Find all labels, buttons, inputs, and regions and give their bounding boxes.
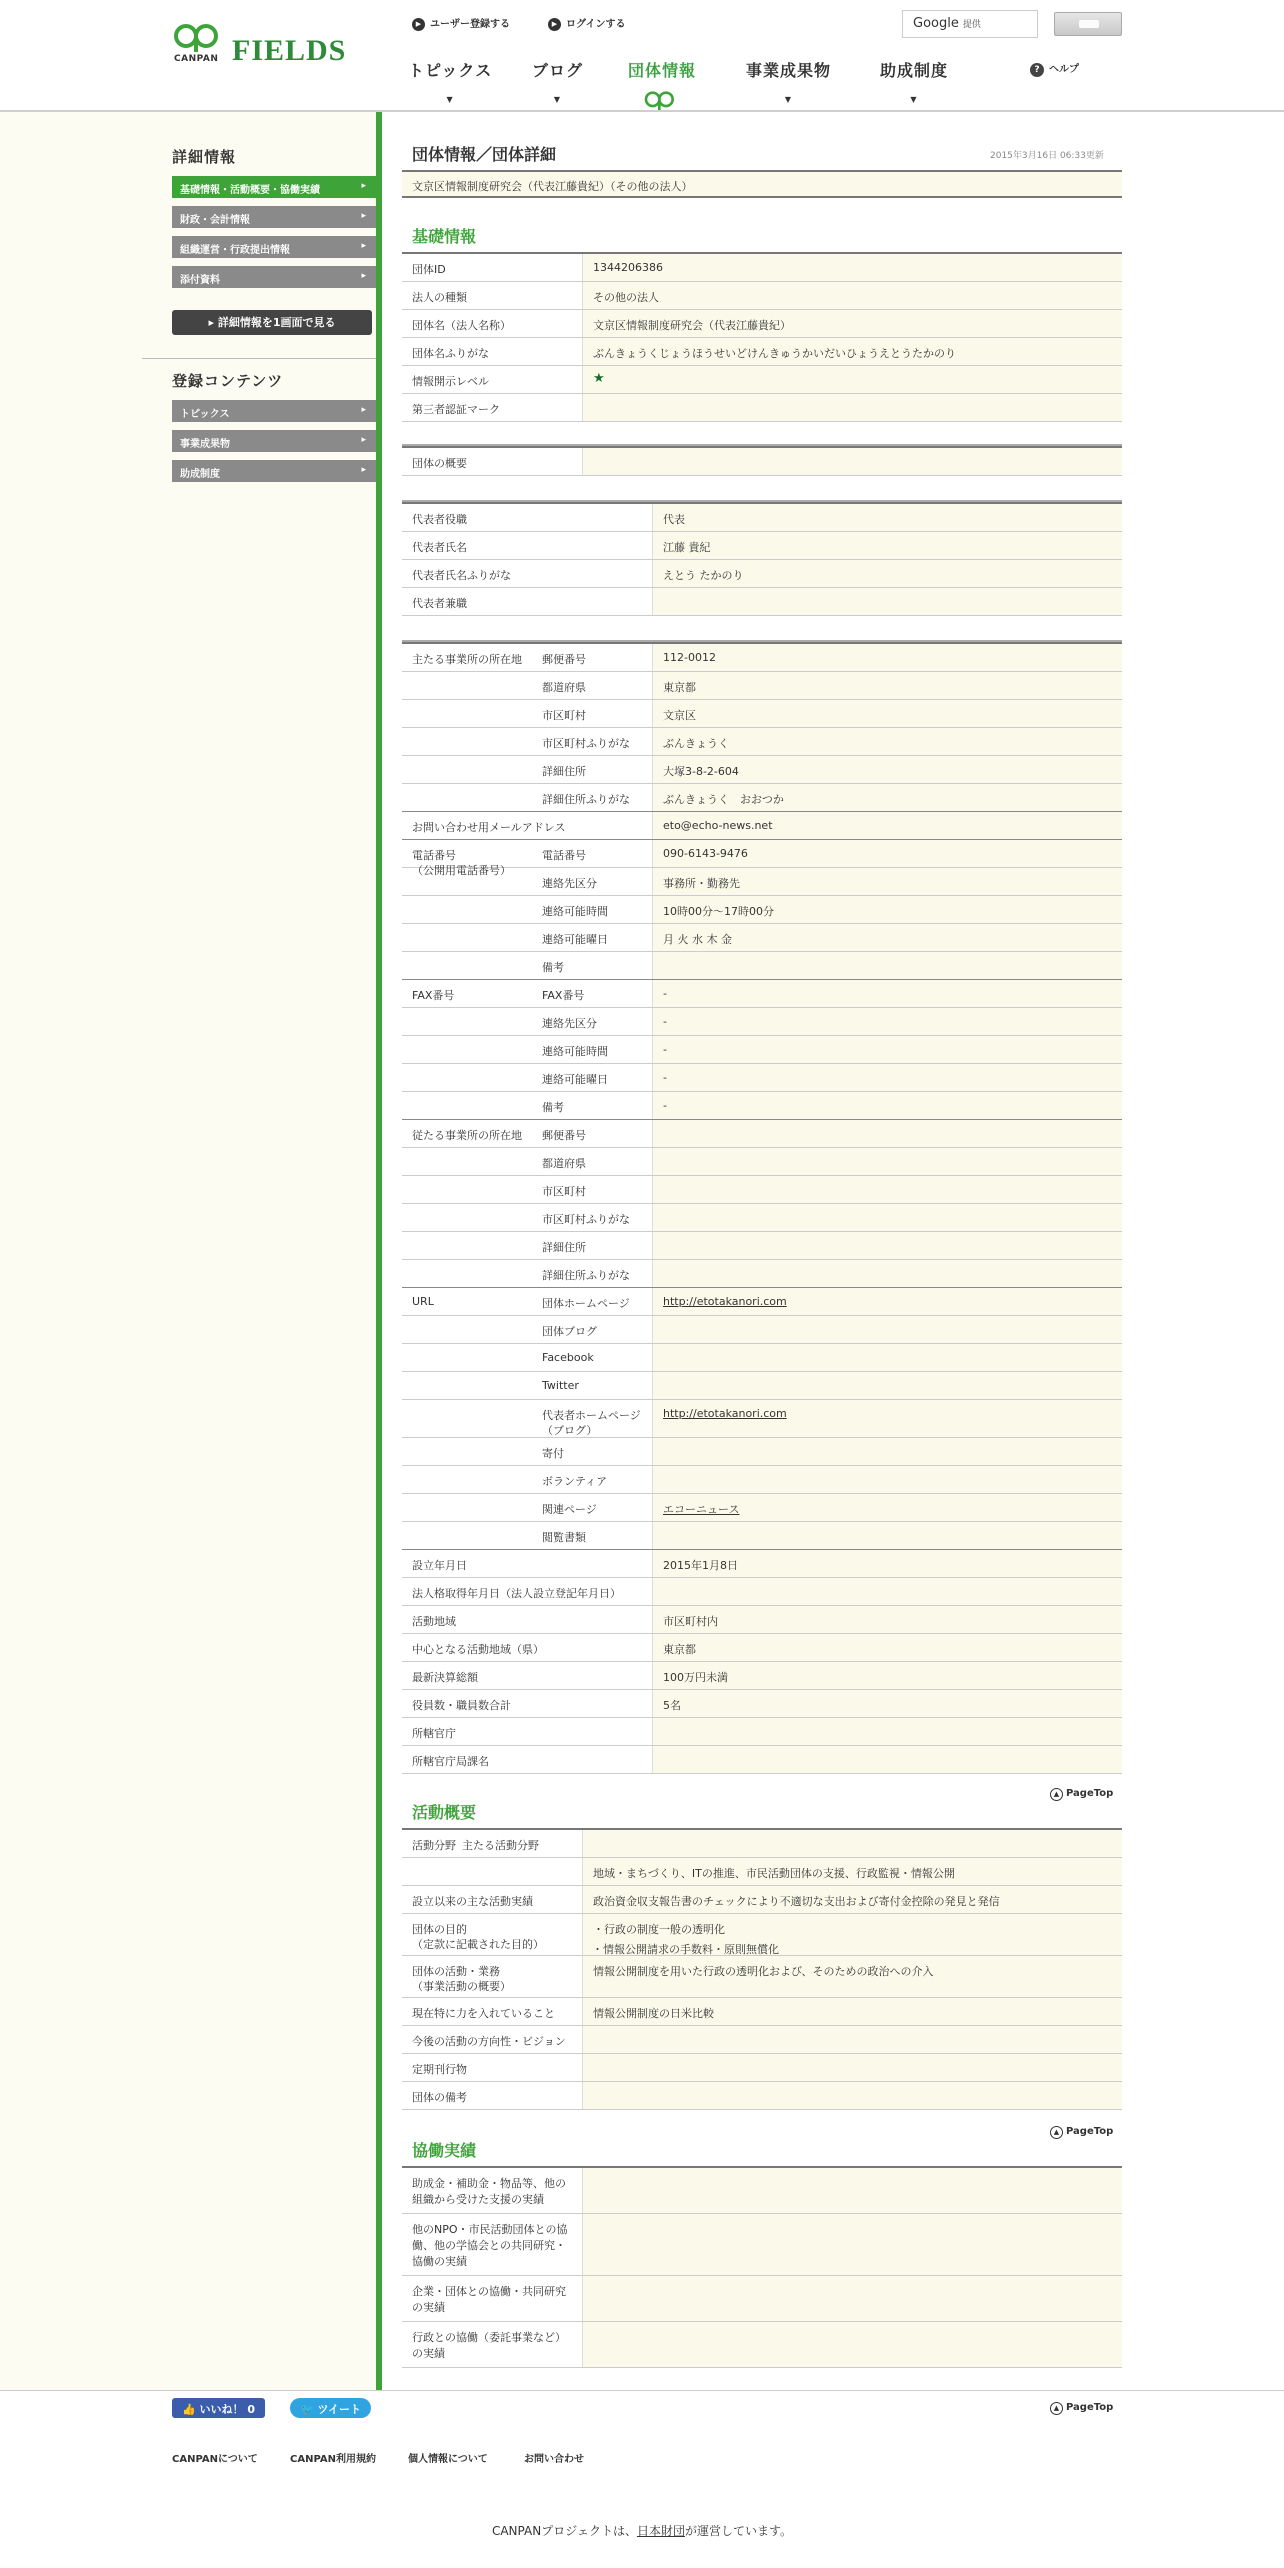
row-label: 電話番号 xyxy=(412,849,456,862)
table-row xyxy=(402,310,1122,338)
table-row xyxy=(402,2054,1122,2082)
table-row xyxy=(402,1260,1122,1288)
row-sublabel: Twitter xyxy=(542,1379,579,1392)
row-value: - xyxy=(652,1092,1122,1119)
row-sublabel: 連絡可能曜日 xyxy=(542,933,608,946)
row-value xyxy=(582,2214,1122,2275)
row-value: 代表 xyxy=(652,504,1122,531)
credit-pre: CANPANプロジェクトは、 xyxy=(491,2524,637,2538)
row-sublabel: FAX番号 xyxy=(542,989,585,1002)
nav-organization-label: 団体情報 xyxy=(628,61,697,80)
row-label: URL xyxy=(412,1295,434,1308)
row-sublabel: 関連ページ xyxy=(542,1503,597,1516)
row-sublabel: 主たる活動分野 xyxy=(462,1839,539,1852)
table-row xyxy=(402,1746,1122,1774)
row-sublabel: 市区町村ふりがな xyxy=(542,1213,630,1226)
table-row xyxy=(402,2322,1122,2368)
pagetop-link[interactable] xyxy=(1050,1788,1113,1801)
row-value xyxy=(652,1372,1122,1399)
row-sublabel: 詳細住所ふりがな xyxy=(542,793,630,806)
table-row xyxy=(402,2168,1122,2214)
row-value xyxy=(582,2168,1122,2213)
table-row xyxy=(402,1718,1122,1746)
row-label-line2: （事業活動の概要） xyxy=(412,1980,511,1993)
row-sublabel: 詳細住所 xyxy=(542,765,586,778)
table-row xyxy=(402,254,1122,282)
row-label: 団体の備考 xyxy=(412,2091,467,2104)
search-provider: 提供 xyxy=(962,20,981,30)
footer-separator xyxy=(0,2390,1284,2391)
row-label: 活動分野 xyxy=(412,1839,456,1852)
row-label: 役員数・職員数合計 xyxy=(412,1699,511,1712)
row-value: その他の法人 xyxy=(582,282,1122,309)
row-value xyxy=(652,1316,1122,1343)
row-value: 地域・まちづくり、ITの推進、市民活動団体の支援、行政監視・情報公開 xyxy=(582,1858,1122,1885)
table-row xyxy=(402,1956,1122,1998)
view-all-label: 詳細情報を1画面で見る xyxy=(217,316,336,329)
search-button[interactable] xyxy=(1054,12,1122,36)
table-row xyxy=(402,896,1122,924)
row-value xyxy=(652,588,1122,615)
credit-link[interactable]: 日本財団 xyxy=(636,2524,685,2538)
row-sublabel: 代表者ホームページ xyxy=(542,1409,641,1422)
row-label: 代表者氏名 xyxy=(412,541,467,554)
row-label: お問い合わせ用メールアドレス xyxy=(412,821,566,834)
page-title: 団体情報／団体詳細 xyxy=(412,145,557,164)
row-label: FAX番号 xyxy=(412,989,455,1002)
sidebar-item-finance[interactable]: 財政・会計情報 ▸ xyxy=(172,206,376,228)
nav-organization[interactable] xyxy=(628,58,696,111)
active-tab-logo-icon xyxy=(642,89,682,111)
table-row xyxy=(402,394,1122,422)
row-value xyxy=(652,1746,1122,1773)
row-value: 112-0012 xyxy=(652,644,1122,671)
row-sublabel: 団体ホームページ xyxy=(542,1297,630,1310)
arrow-up-icon: ▲ xyxy=(1050,1788,1063,1801)
table-row xyxy=(402,532,1122,560)
row-value xyxy=(652,1466,1122,1493)
contents-heading: 登録コンテンツ xyxy=(172,372,284,390)
row-label-line2: （定款に記載された目的） xyxy=(412,1938,544,1951)
table-row xyxy=(402,1634,1122,1662)
canpan-fields-logo[interactable] xyxy=(170,22,360,72)
pagetop-label: PageTop xyxy=(1066,2402,1114,2413)
table-row xyxy=(402,1830,1122,1858)
footer-link-terms[interactable]: CANPAN利用規約 xyxy=(290,2454,376,2465)
row-label: 現在特に力を入れていること xyxy=(412,2007,555,2020)
row-value: 090-6143-9476 xyxy=(652,840,1122,867)
overview-table xyxy=(402,446,1122,476)
row-label: 代表者氏名ふりがな xyxy=(412,569,511,582)
table-row xyxy=(402,1372,1122,1400)
footer-link-about[interactable]: CANPANについて xyxy=(172,2454,258,2465)
nav-deliverables[interactable] xyxy=(746,58,831,104)
row-sublabel: 連絡可能時間 xyxy=(542,905,608,918)
row-sublabel: 詳細住所ふりがな xyxy=(542,1269,630,1282)
table-row xyxy=(402,672,1122,700)
row-label-line: 助成金・補助金・物品等、他の xyxy=(412,2177,566,2190)
row-value: 文京区 xyxy=(652,700,1122,727)
row-label: 団体名ふりがな xyxy=(412,347,489,360)
footer-credit xyxy=(0,2522,1284,2539)
table-row xyxy=(402,1550,1122,1578)
table-row xyxy=(402,1886,1122,1914)
row-sublabel: Facebook xyxy=(542,1351,594,1364)
row-sublabel: 備考 xyxy=(542,961,564,974)
chevron-down-icon: ▼ xyxy=(910,95,918,104)
basic-info-heading: 基礎情報 xyxy=(412,227,477,246)
table-row xyxy=(402,366,1122,394)
row-label-line: 企業・団体との協働・共同研究 xyxy=(412,2285,566,2298)
row-value: えとう たかのり xyxy=(652,560,1122,587)
row-value: 5名 xyxy=(652,1690,1122,1717)
row-value xyxy=(582,2276,1122,2321)
view-all-button[interactable]: ▸ 詳細情報を1画面で見る xyxy=(172,310,372,335)
row-label-line: 協働の実績 xyxy=(412,2255,467,2268)
login-link[interactable] xyxy=(548,15,626,31)
sidebar xyxy=(0,112,376,2390)
credit-post: が運営しています。 xyxy=(684,2524,793,2538)
row-label: 情報開示レベル xyxy=(412,375,489,388)
table-row xyxy=(402,338,1122,366)
table-row xyxy=(402,868,1122,896)
updated-timestamp: 2015年3月16日 06:33更新 xyxy=(990,151,1104,161)
row-value xyxy=(652,1232,1122,1259)
row-value: 1344206386 xyxy=(582,254,1122,281)
row-label: 設立年月日 xyxy=(412,1559,467,1572)
row-label: 代表者役職 xyxy=(412,513,467,526)
row-sublabel: 連絡先区分 xyxy=(542,877,597,890)
row-label: 法人格取得年月日（法人設立登記年月日） xyxy=(412,1587,621,1600)
table-row xyxy=(402,1176,1122,1204)
row-label: 団体名（法人名称） xyxy=(412,319,511,332)
row-value: ぶんきょうく xyxy=(652,728,1122,755)
row-label: 主たる事業所の所在地 xyxy=(412,653,522,666)
table-row xyxy=(402,1232,1122,1260)
row-value xyxy=(652,952,1122,979)
row-label: 設立以来の主な活動実績 xyxy=(412,1895,533,1908)
row-value: 事務所・勤務先 xyxy=(652,868,1122,895)
chevron-down-icon: ▼ xyxy=(784,95,793,104)
row-value xyxy=(652,1120,1122,1147)
row-value: - xyxy=(652,1064,1122,1091)
row-sublabel: ボランティア xyxy=(542,1475,608,1488)
activity-table xyxy=(402,1828,1122,2110)
nav-deliverables-label: 事業成果物 xyxy=(746,61,832,80)
row-value: 2015年1月8日 xyxy=(652,1550,1122,1577)
table-row xyxy=(402,644,1122,672)
table-row xyxy=(402,1148,1122,1176)
row-value-link[interactable]: http://etotakanori.com xyxy=(652,1288,1122,1315)
row-sublabel: 詳細住所 xyxy=(542,1241,586,1254)
row-value: 大塚3-8-2-604 xyxy=(652,756,1122,783)
row-value xyxy=(652,1148,1122,1175)
row-value: 情報公開制度の日米比較 xyxy=(582,1998,1122,2025)
row-value-link[interactable]: http://etotakanori.com xyxy=(652,1400,1122,1437)
row-label-line: 行政との協働（委託事業など） xyxy=(412,2331,566,2344)
logo-fields-text: FIELDS xyxy=(232,34,347,67)
organization-line: 文京区情報制度研究会（代表江藤貴紀）（その他の法人） xyxy=(402,170,1122,198)
row-sublabel-line2: （ブログ） xyxy=(542,1424,598,1437)
table-row xyxy=(402,1914,1122,1956)
activity-heading: 活動概要 xyxy=(412,1803,477,1822)
table-row xyxy=(402,812,1122,840)
table-row xyxy=(402,1120,1122,1148)
table-row xyxy=(402,560,1122,588)
nav-topics-label: トピックス xyxy=(408,61,493,80)
sidebar-separator xyxy=(142,358,376,359)
row-sublabel: 備考 xyxy=(542,1101,564,1114)
row-label-line: の実績 xyxy=(412,2301,445,2314)
row-sublabel: 郵便番号 xyxy=(542,653,586,666)
arrow-up-icon: ▲ xyxy=(1050,2126,1063,2139)
row-value: 東京都 xyxy=(652,1634,1122,1661)
sidebar-item-topics[interactable]: トピックス ▸ xyxy=(172,400,376,422)
row-label-line: 働、他の学協会との共同研究・ xyxy=(412,2239,566,2252)
row-sublabel: 市区町村 xyxy=(542,1185,586,1198)
row-value xyxy=(582,394,1122,421)
contact-table xyxy=(402,642,1122,1774)
table-row xyxy=(402,1064,1122,1092)
row-sublabel: 都道府県 xyxy=(542,681,586,694)
table-row xyxy=(402,282,1122,310)
login-label: ログインする xyxy=(566,19,626,30)
row-value: 政治資金収支報告書のチェックにより不適切な支出および寄付金控除の発見と発信 xyxy=(582,1886,1122,1913)
table-row xyxy=(402,924,1122,952)
row-label: 活動地域 xyxy=(412,1615,456,1628)
arrow-icon: ▶ xyxy=(412,18,425,31)
table-row xyxy=(402,1008,1122,1036)
nav-blog-label: ブログ xyxy=(532,61,584,80)
table-row xyxy=(402,1204,1122,1232)
table-row xyxy=(402,1578,1122,1606)
row-value xyxy=(582,2026,1122,2053)
chevron-down-icon: ▼ xyxy=(446,95,454,104)
help-link[interactable] xyxy=(1030,60,1079,77)
basic-info-table xyxy=(402,252,1122,422)
row-label: 団体ID xyxy=(412,263,446,276)
table-row xyxy=(402,504,1122,532)
search-placeholder: Google xyxy=(913,16,959,31)
help-icon: ? xyxy=(1030,63,1044,77)
row-value: - xyxy=(652,1036,1122,1063)
collab-table xyxy=(402,2166,1122,2368)
sidebar-item-grants[interactable]: 助成制度 ▸ xyxy=(172,460,376,482)
pagetop-label: PageTop xyxy=(1066,2126,1114,2137)
thumbs-up-icon: 👍 xyxy=(182,2403,196,2416)
row-label: 団体の概要 xyxy=(412,457,467,470)
row-value xyxy=(652,1438,1122,1465)
row-value: ・行政の制度一般の透明化 xyxy=(582,1914,1122,1955)
help-label: ヘルプ xyxy=(1049,64,1079,75)
row-sublabel: 電話番号 xyxy=(542,849,586,862)
table-row xyxy=(402,1690,1122,1718)
canpan-logo-mark xyxy=(170,22,230,52)
row-label-line: 組織から受けた支援の実績 xyxy=(412,2193,544,2206)
collab-heading: 協働実績 xyxy=(412,2141,477,2160)
table-row xyxy=(402,1036,1122,1064)
twitter-bird-icon: 🐦 xyxy=(300,2403,314,2416)
search-input[interactable] xyxy=(902,10,1038,38)
row-value: ぶんきょうく おおつか xyxy=(652,784,1122,811)
table-row xyxy=(402,700,1122,728)
row-value xyxy=(582,2054,1122,2081)
row-value-link[interactable]: エコーニュース xyxy=(652,1494,1122,1521)
row-label-line: の実績 xyxy=(412,2347,445,2360)
row-value: - xyxy=(652,1008,1122,1035)
nav-grants-label: 助成制度 xyxy=(880,61,949,80)
nav-grants[interactable] xyxy=(880,58,948,104)
star-icon: ★ xyxy=(582,366,1122,393)
table-row xyxy=(402,1858,1122,1886)
sidebar-divider xyxy=(376,112,382,2390)
sidebar-item-governance[interactable]: 組織運営・行政提出情報 ▸ xyxy=(172,236,376,258)
footer-link-contact[interactable]: お問い合わせ xyxy=(524,2454,584,2465)
row-label: 代表者兼職 xyxy=(412,597,467,610)
arrow-icon: ▶ xyxy=(548,18,561,31)
row-value: 100万円未満 xyxy=(652,1662,1122,1689)
table-row xyxy=(402,756,1122,784)
table-row xyxy=(402,1522,1122,1550)
nav-topics[interactable] xyxy=(408,58,492,104)
arrow-up-icon: ▲ xyxy=(1050,2402,1063,2415)
table-row xyxy=(402,980,1122,1008)
table-row xyxy=(402,2082,1122,2110)
row-label: 中心となる活動地域（県） xyxy=(412,1643,544,1656)
row-value xyxy=(582,2322,1122,2367)
row-label: 法人の種類 xyxy=(412,291,467,304)
register-label: ユーザー登録する xyxy=(430,19,510,30)
table-row xyxy=(402,588,1122,616)
table-row xyxy=(402,784,1122,812)
table-row xyxy=(402,2276,1122,2322)
table-row xyxy=(402,1438,1122,1466)
row-label: 定期刊行物 xyxy=(412,2063,467,2076)
row-label: 所轄官庁局課名 xyxy=(412,1755,489,1768)
row-label: 最新決算総額 xyxy=(412,1671,478,1684)
sidebar-item-basic-info[interactable]: 基礎情報・活動概要・協働実績 ▸ xyxy=(172,176,376,198)
row-sublabel: 連絡可能曜日 xyxy=(542,1073,608,1086)
table-row xyxy=(402,1092,1122,1120)
row-label-line2: （公開用電話番号） xyxy=(412,864,511,877)
row-value xyxy=(652,1176,1122,1203)
facebook-like-button[interactable] xyxy=(172,2398,265,2418)
table-row xyxy=(402,1662,1122,1690)
row-value: 10時00分～17時00分 xyxy=(652,896,1122,923)
row-label: 第三者認証マーク xyxy=(412,403,500,416)
row-value: 市区町村内 xyxy=(652,1606,1122,1633)
row-value-line2: ・情報公開請求の手数料・原則無償化 xyxy=(592,1943,779,1956)
table-row xyxy=(402,448,1122,476)
pagetop-label: PageTop xyxy=(1066,1788,1114,1799)
table-row xyxy=(402,1344,1122,1372)
row-value: 情報公開制度を用いた行政の透明化および、そのための政治への介入 xyxy=(582,1956,1122,1997)
table-row xyxy=(402,840,1122,877)
table-row xyxy=(402,2026,1122,2054)
row-value xyxy=(582,2082,1122,2109)
row-sublabel: 連絡先区分 xyxy=(542,1017,597,1030)
like-label: いいね！ 0 xyxy=(199,2403,256,2416)
row-value: 東京都 xyxy=(652,672,1122,699)
logo-canpan-text: CANPAN xyxy=(174,54,219,64)
row-value: 江藤 貴紀 xyxy=(652,532,1122,559)
row-sublabel: 郵便番号 xyxy=(542,1129,586,1142)
row-label: 今後の活動の方向性・ビジョン xyxy=(412,2035,566,2048)
row-value: 月 火 水 木 金 xyxy=(652,924,1122,951)
row-sublabel: 団体ブログ xyxy=(542,1325,597,1338)
pagetop-link[interactable] xyxy=(1050,2402,1113,2415)
row-label-line: 他のNPO・市民活動団体との協 xyxy=(412,2223,568,2236)
row-value xyxy=(652,1578,1122,1605)
table-row xyxy=(402,1466,1122,1494)
table-row xyxy=(402,1998,1122,2026)
sidebar-item-attachments[interactable]: 添付資料 ▸ xyxy=(172,266,376,288)
nav-blog[interactable] xyxy=(532,58,583,104)
table-row xyxy=(402,728,1122,756)
row-value xyxy=(652,1344,1122,1371)
row-value xyxy=(652,1718,1122,1745)
row-label: 団体の目的 xyxy=(412,1923,467,1936)
detail-heading: 詳細情報 xyxy=(172,148,237,166)
tweet-label: ツイート xyxy=(317,2403,361,2416)
row-sublabel: 都道府県 xyxy=(542,1157,586,1170)
tweet-button[interactable] xyxy=(290,2398,371,2418)
row-value xyxy=(652,1204,1122,1231)
row-value xyxy=(652,1260,1122,1287)
register-link[interactable] xyxy=(412,15,510,31)
table-row xyxy=(402,1316,1122,1344)
row-label: 従たる事業所の所在地 xyxy=(412,1129,522,1142)
row-value xyxy=(582,448,1122,475)
table-row xyxy=(402,2214,1122,2276)
table-row xyxy=(402,1494,1122,1522)
row-sublabel: 寄付 xyxy=(542,1447,564,1460)
row-sublabel: 市区町村ふりがな xyxy=(542,737,630,750)
row-value: - xyxy=(652,980,1122,1007)
table-row xyxy=(402,1400,1122,1438)
footer-link-privacy[interactable]: 個人情報について xyxy=(408,2454,488,2465)
row-value xyxy=(582,1830,1122,1857)
row-value: ぶんきょうくじょうほうせいどけんきゅうかいだいひょうえとうたかのり xyxy=(582,338,1122,365)
row-label: 団体の活動・業務 xyxy=(412,1965,500,1978)
table-row xyxy=(402,1288,1122,1316)
site-header xyxy=(0,0,1284,112)
representative-table xyxy=(402,502,1122,616)
chevron-down-icon: ▼ xyxy=(553,95,562,104)
row-sublabel: 閲覧書類 xyxy=(542,1531,586,1544)
row-value: eto@echo-news.net xyxy=(652,812,1122,839)
row-sublabel: 連絡可能時間 xyxy=(542,1045,608,1058)
table-row xyxy=(402,1606,1122,1634)
pagetop-link[interactable] xyxy=(1050,2126,1113,2139)
row-sublabel: 市区町村 xyxy=(542,709,586,722)
row-value xyxy=(652,1522,1122,1549)
table-row xyxy=(402,952,1122,980)
sidebar-item-deliverables[interactable]: 事業成果物 ▸ xyxy=(172,430,376,452)
row-label: 所轄官庁 xyxy=(412,1727,456,1740)
row-value: 文京区情報制度研究会（代表江藤貴紀） xyxy=(582,310,1122,337)
